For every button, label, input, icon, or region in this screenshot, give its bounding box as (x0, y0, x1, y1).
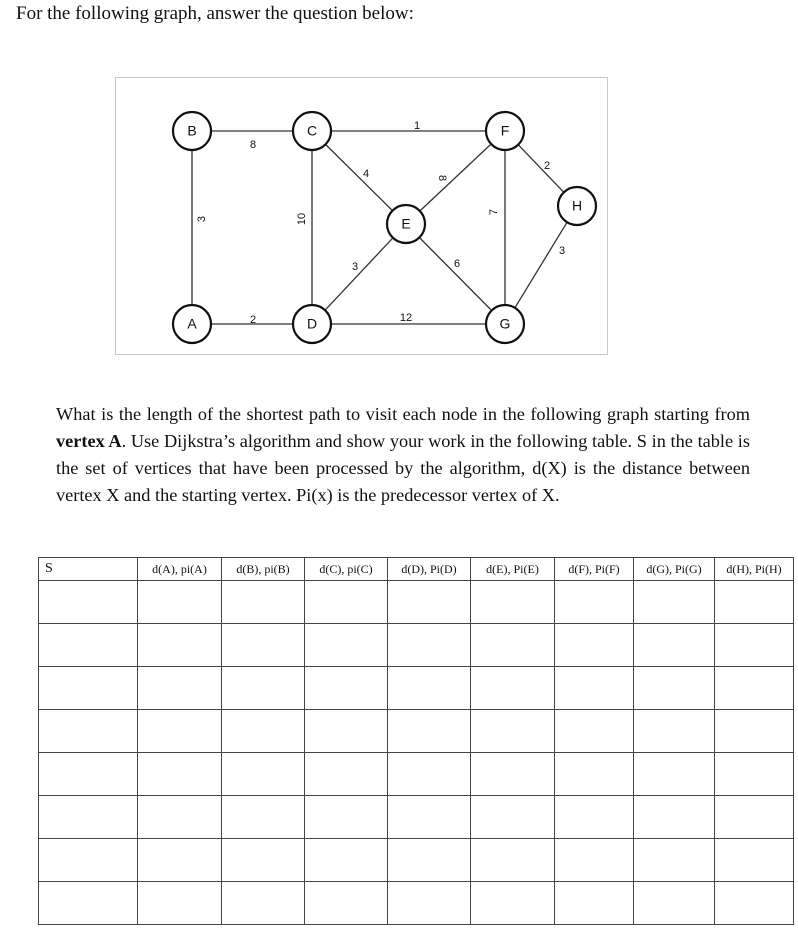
table-cell[interactable] (305, 624, 388, 667)
table-cell[interactable] (555, 710, 634, 753)
table-cell[interactable] (634, 753, 715, 796)
table-cell[interactable] (715, 581, 794, 624)
table-cell[interactable] (222, 796, 305, 839)
table-cell[interactable] (305, 796, 388, 839)
table-cell[interactable] (555, 839, 634, 882)
table-cell[interactable] (471, 667, 555, 710)
table-cell[interactable] (138, 882, 222, 925)
node-c-label: C (306, 122, 318, 139)
table-row (39, 882, 794, 925)
edge-c-e (326, 144, 393, 210)
edge-e-g (419, 238, 491, 311)
edge-weight-b-a: 3 (195, 215, 208, 223)
question-part2: . Use Dijkstra’s algorithm and show your work in the following table. S in the table is the set of vertices that have been processed by the algorithm, d(X) is the distance between vertex X and the starting vertex. Pi(x) is the predecessor vertex of X. (56, 431, 750, 505)
table-header-col-3: d(C), pi(C) (305, 558, 388, 581)
table-header-col-5: d(E), Pi(E) (471, 558, 555, 581)
edge-f-e (420, 144, 491, 211)
table-header-col-1: d(A), pi(A) (138, 558, 222, 581)
table-cell[interactable] (388, 667, 471, 710)
table-cell[interactable] (715, 624, 794, 667)
table-cell[interactable] (715, 710, 794, 753)
table-row (39, 667, 794, 710)
table-body (39, 581, 794, 925)
intro-text: For the following graph, answer the question below: (16, 3, 414, 24)
table-header-col-8: d(H), Pi(H) (715, 558, 794, 581)
table-cell[interactable] (138, 839, 222, 882)
graph-figure (115, 77, 608, 355)
table-cell[interactable] (471, 624, 555, 667)
table-cell[interactable] (305, 882, 388, 925)
table-cell[interactable] (555, 882, 634, 925)
table-row (39, 839, 794, 882)
table-cell[interactable] (138, 753, 222, 796)
table-cell[interactable] (715, 839, 794, 882)
node-g-label: G (499, 315, 511, 332)
table-cell[interactable] (222, 624, 305, 667)
table-cell[interactable] (634, 882, 715, 925)
question-part1: What is the length of the shortest path to visit each node in the following graph starting from (56, 404, 750, 424)
table-header-s: S (39, 558, 138, 581)
table-cell[interactable] (715, 796, 794, 839)
table-cell[interactable] (138, 796, 222, 839)
table-cell[interactable] (471, 753, 555, 796)
table-row (39, 796, 794, 839)
edge-weight-f-h: 2 (543, 159, 551, 172)
table-cell[interactable] (138, 624, 222, 667)
table-cell[interactable] (388, 710, 471, 753)
table-cell[interactable] (305, 581, 388, 624)
edge-weight-c-f: 1 (413, 119, 421, 132)
table-cell[interactable] (634, 710, 715, 753)
edge-weight-f-e: 8 (436, 174, 449, 182)
table-header-col-2: d(B), pi(B) (222, 558, 305, 581)
table-row (39, 581, 794, 624)
table-cell[interactable] (39, 753, 138, 796)
edge-weight-c-e: 4 (362, 167, 370, 180)
table-cell[interactable] (634, 667, 715, 710)
table-cell[interactable] (222, 839, 305, 882)
table-cell[interactable] (305, 753, 388, 796)
table-header-col-7: d(G), Pi(G) (634, 558, 715, 581)
table-cell[interactable] (471, 581, 555, 624)
table-cell[interactable] (39, 624, 138, 667)
table-cell[interactable] (305, 710, 388, 753)
table-row (39, 624, 794, 667)
table-cell[interactable] (471, 839, 555, 882)
table-cell[interactable] (388, 753, 471, 796)
table-cell[interactable] (222, 753, 305, 796)
table-cell[interactable] (715, 882, 794, 925)
question-bold-vertex: vertex A (56, 431, 122, 451)
table-header-col-6: d(F), Pi(F) (555, 558, 634, 581)
edge-weight-c-d: 10 (295, 212, 308, 226)
graph-canvas (116, 78, 609, 356)
table-cell[interactable] (471, 882, 555, 925)
table-cell[interactable] (555, 624, 634, 667)
table-cell[interactable] (634, 624, 715, 667)
table-cell[interactable] (634, 796, 715, 839)
table-cell[interactable] (388, 624, 471, 667)
table-cell[interactable] (138, 581, 222, 624)
edge-weight-b-c: 8 (249, 138, 257, 151)
table-cell[interactable] (715, 753, 794, 796)
table-cell[interactable] (222, 882, 305, 925)
node-d-label: D (306, 315, 318, 332)
table-cell[interactable] (555, 753, 634, 796)
table-cell[interactable] (388, 839, 471, 882)
node-e-label: E (401, 215, 411, 232)
node-h-label: H (571, 197, 583, 214)
table-cell[interactable] (471, 710, 555, 753)
table-header-col-4: d(D), Pi(D) (388, 558, 471, 581)
edge-weight-a-d: 2 (249, 313, 257, 326)
table-header-row (39, 558, 794, 581)
node-a-label: A (187, 315, 197, 332)
table-cell[interactable] (39, 710, 138, 753)
table-row (39, 710, 794, 753)
node-b-label: B (187, 122, 197, 139)
table-cell[interactable] (39, 839, 138, 882)
table-cell[interactable] (634, 581, 715, 624)
table-cell[interactable] (138, 710, 222, 753)
table-row (39, 753, 794, 796)
table-cell[interactable] (555, 796, 634, 839)
table-cell[interactable] (388, 882, 471, 925)
table-cell[interactable] (388, 581, 471, 624)
edge-f-h (518, 145, 564, 193)
table-cell[interactable] (471, 796, 555, 839)
table-cell[interactable] (222, 667, 305, 710)
table-cell[interactable] (634, 839, 715, 882)
edge-d-e (325, 238, 393, 310)
question-text (56, 401, 750, 509)
table-cell[interactable] (555, 667, 634, 710)
edge-weight-f-g: 7 (487, 208, 500, 216)
edge-h-g (515, 222, 567, 308)
table-cell[interactable] (39, 581, 138, 624)
edge-weight-d-e: 3 (351, 260, 359, 273)
dijkstra-table-wrap (38, 557, 794, 925)
table-cell[interactable] (39, 667, 138, 710)
table-cell[interactable] (555, 581, 634, 624)
dijkstra-table (38, 557, 794, 925)
table-cell[interactable] (222, 581, 305, 624)
table-cell[interactable] (305, 839, 388, 882)
table-cell[interactable] (39, 882, 138, 925)
table-cell[interactable] (39, 796, 138, 839)
edge-weight-d-g: 12 (399, 311, 413, 324)
table-cell[interactable] (138, 667, 222, 710)
table-cell[interactable] (305, 667, 388, 710)
table-cell[interactable] (222, 710, 305, 753)
node-f-label: F (500, 122, 510, 139)
edge-weight-h-g: 3 (558, 244, 566, 257)
table-cell[interactable] (715, 667, 794, 710)
edge-weight-e-g: 6 (453, 257, 461, 270)
table-cell[interactable] (388, 796, 471, 839)
